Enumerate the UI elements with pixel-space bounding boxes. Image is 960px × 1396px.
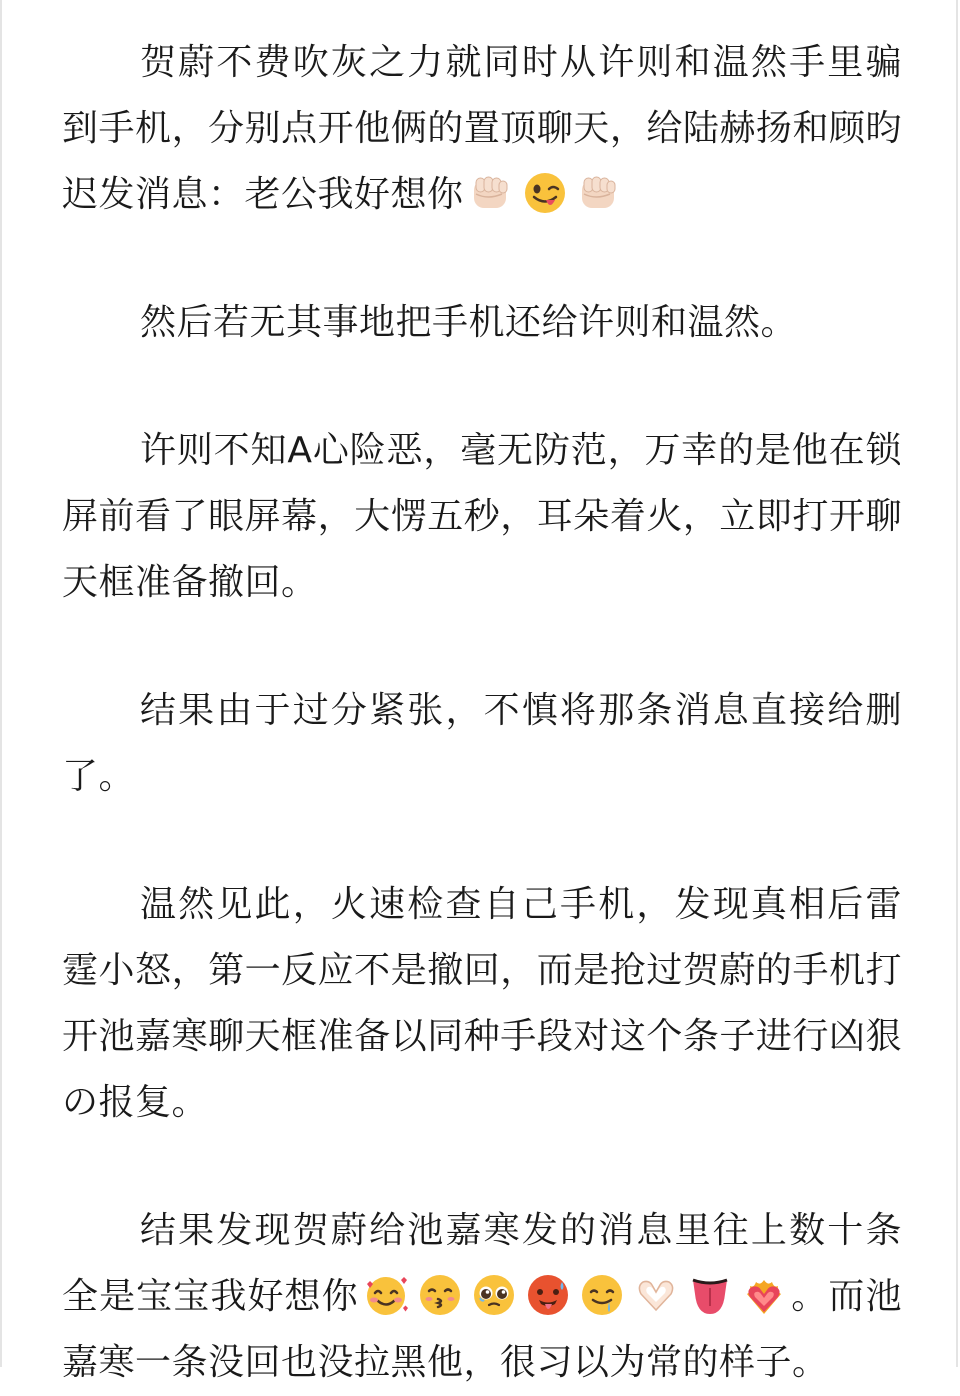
paragraph-2-text: 然后若无其事地把手机还给许则和温然。 (140, 302, 798, 343)
fist-icon (468, 170, 514, 216)
winking-tongue-icon (522, 170, 568, 216)
paragraph-3 (62, 418, 902, 616)
pleading-icon (471, 1272, 517, 1318)
paragraph-5-text: 温然见此，火速检查自己手机，发现真相后雷霆小怒，第一反应不是撤回，而是抢过贺蔚的手机打开池嘉寒聊天框准备以同种手段对这个条子进行凶狠の报复。 (62, 884, 902, 1123)
hot-face-icon (525, 1272, 571, 1318)
paragraph-6 (62, 1198, 902, 1396)
paragraph-4 (62, 678, 902, 810)
paragraph-6-tail: 。而池嘉寒一条没回也没拉黑他，很习以为常的样子。 (62, 1276, 902, 1383)
kissing-icon (417, 1272, 463, 1318)
heart-hands-icon (633, 1272, 679, 1318)
paragraph-6-text: 结果发现贺蔚给池嘉寒发的消息里往上数十条全是宝宝我好想你 (62, 1210, 902, 1317)
paragraph-4-text: 结果由于过分紧张，不慎将那条消息直接给删了。 (62, 690, 902, 797)
drooling-icon (579, 1272, 625, 1318)
tongue-icon (687, 1272, 733, 1318)
article-body (62, 30, 902, 1396)
paragraph-5 (62, 872, 902, 1136)
smiling-hearts-icon (363, 1272, 409, 1318)
paragraph-3-text: 许则不知A心险恶，毫无防范，万幸的是他在锁屏前看了眼屏幕，大愣五秒，耳朵着火，立即打开聊天框准备撤回。 (62, 430, 902, 603)
burning-heart-icon (741, 1272, 787, 1318)
paragraph-1-text: 贺蔚不费吹灰之力就同时从许则和温然手里骗到手机，分别点开他俩的置顶聊天，给陆赫扬和顾昀迟发消息：老公我好想你 (62, 42, 902, 215)
paragraph-2 (62, 290, 902, 356)
fist-icon-2 (576, 170, 622, 216)
paragraph-1 (62, 30, 902, 228)
